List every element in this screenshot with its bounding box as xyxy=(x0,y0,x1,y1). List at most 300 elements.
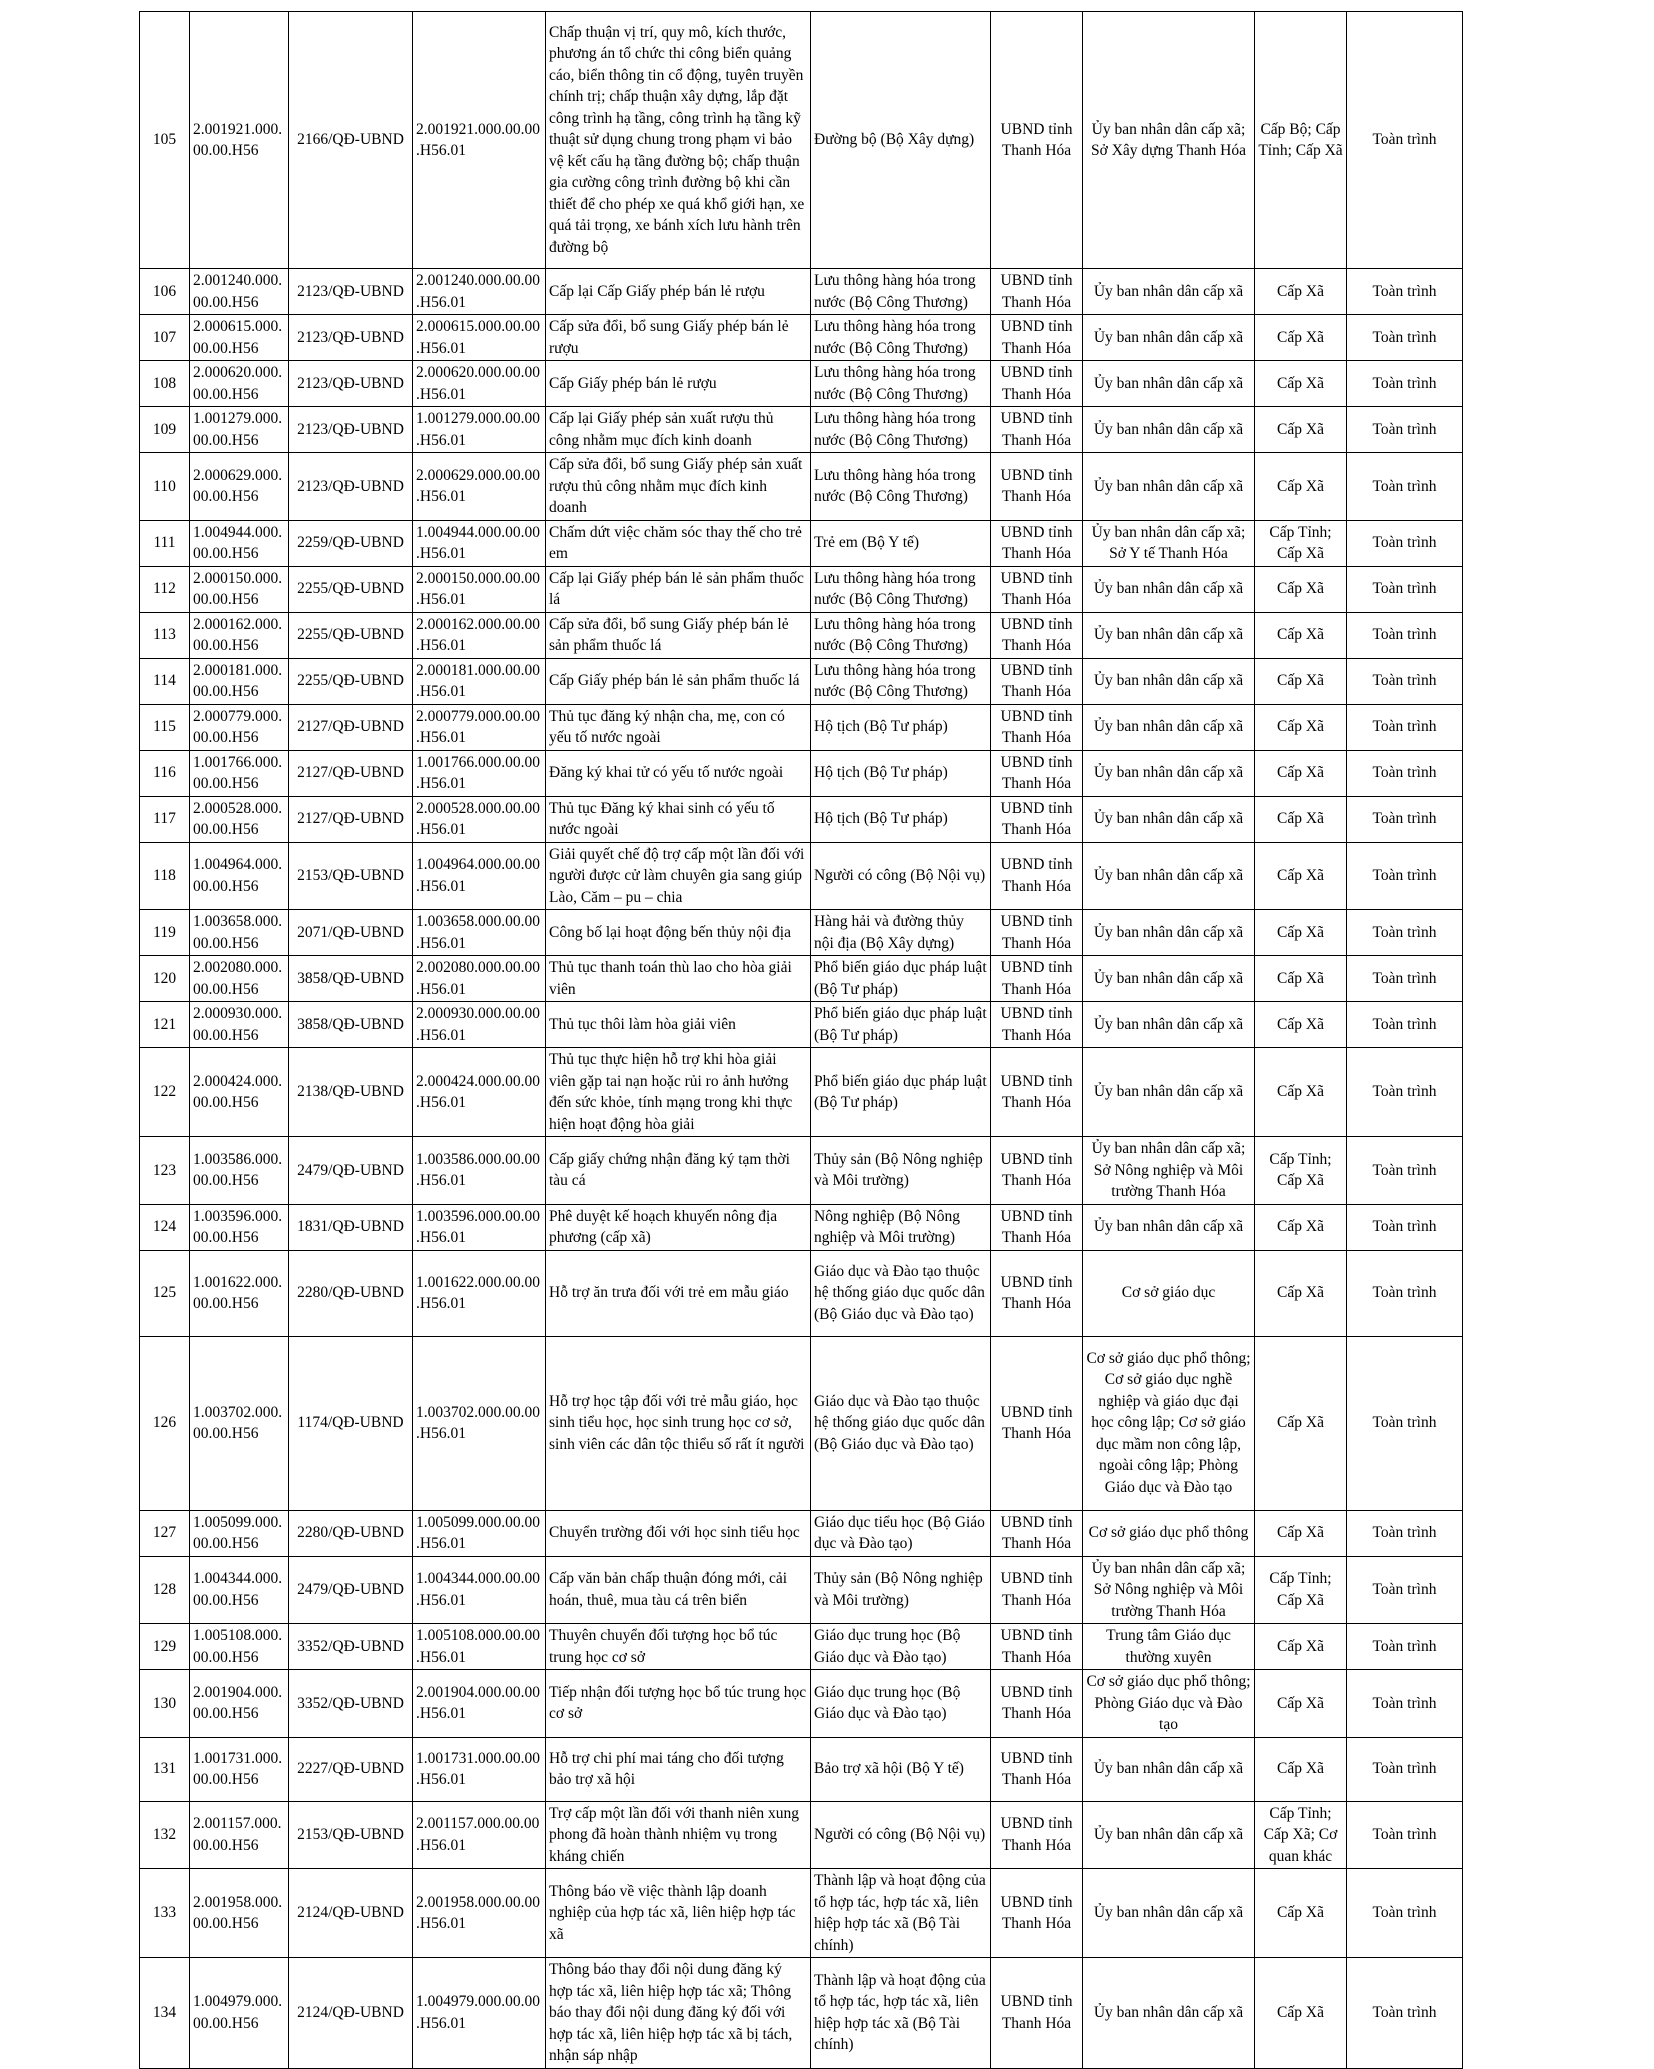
competent-authority-cell: UBND tỉnh Thanh Hóa xyxy=(991,842,1083,910)
competent-authority-cell: UBND tỉnh Thanh Hóa xyxy=(991,1204,1083,1250)
procedure-subcode-cell: 1.004344.000.00.00.H56.01 xyxy=(413,1556,546,1624)
table-row xyxy=(140,1250,1463,1336)
procedure-name-cell: Cấp lại Giấy phép sản xuất rượu thủ công nhằm mục đích kinh doanh xyxy=(546,407,811,453)
procedure-name-cell: Chấm dứt việc chăm sóc thay thế cho trẻ em xyxy=(546,520,811,566)
implementation-level-cell: Cấp Xã xyxy=(1255,956,1347,1002)
implementing-agency-cell: Cơ sở giáo dục xyxy=(1083,1250,1255,1336)
decision-number-cell: 2123/QĐ-UBND xyxy=(289,361,413,407)
procedure-field-cell: Lưu thông hàng hóa trong nước (Bộ Công Thương) xyxy=(811,361,991,407)
procedure-name-cell: Tiếp nhận đối tượng học bổ túc trung học cơ sở xyxy=(546,1670,811,1738)
procedure-name-cell: Hỗ trợ học tập đối với trẻ mẫu giáo, học sinh tiểu học, học sinh trung học cơ sở, sinh viên các dân tộc thiểu số rất ít người xyxy=(546,1336,811,1510)
procedure-subcode-cell: 2.002080.000.00.00.H56.01 xyxy=(413,956,546,1002)
procedure-code-cell: 1.003586.000.00.00.H56 xyxy=(190,1137,289,1205)
competent-authority-cell: UBND tỉnh Thanh Hóa xyxy=(991,796,1083,842)
procedure-code-cell: 2.000629.000.00.00.H56 xyxy=(190,453,289,521)
decision-number-cell: 2127/QĐ-UBND xyxy=(289,750,413,796)
competent-authority-cell: UBND tỉnh Thanh Hóa xyxy=(991,910,1083,956)
procedure-code-cell: 2.001157.000.00.00.H56 xyxy=(190,1801,289,1869)
decision-number-cell: 3858/QĐ-UBND xyxy=(289,1002,413,1048)
table-row xyxy=(140,1958,1463,2069)
procedure-field-cell: Giáo dục tiểu học (Bộ Giáo dục và Đào tạo) xyxy=(811,1510,991,1556)
implementing-agency-cell: Ủy ban nhân dân cấp xã xyxy=(1083,704,1255,750)
table-row xyxy=(140,704,1463,750)
procedure-subcode-cell: 2.000620.000.00.00.H56.01 xyxy=(413,361,546,407)
service-mode-cell: Toàn trình xyxy=(1347,956,1463,1002)
procedure-table xyxy=(139,11,1463,2069)
implementation-level-cell: Cấp Xã xyxy=(1255,750,1347,796)
procedure-subcode-cell: 2.001904.000.00.00.H56.01 xyxy=(413,1670,546,1738)
decision-number-cell: 2227/QĐ-UBND xyxy=(289,1737,413,1801)
implementation-level-cell: Cấp Xã xyxy=(1255,566,1347,612)
implementing-agency-cell: Ủy ban nhân dân cấp xã xyxy=(1083,269,1255,315)
row-number-cell: 118 xyxy=(140,842,190,910)
table-row xyxy=(140,1624,1463,1670)
decision-number-cell: 2127/QĐ-UBND xyxy=(289,704,413,750)
procedure-name-cell: Thủ tục đăng ký nhận cha, mẹ, con có yếu tố nước ngoài xyxy=(546,704,811,750)
procedure-code-cell: 1.003702.000.00.00.H56 xyxy=(190,1336,289,1510)
competent-authority-cell: UBND tỉnh Thanh Hóa xyxy=(991,956,1083,1002)
procedure-subcode-cell: 2.001240.000.00.00.H56.01 xyxy=(413,269,546,315)
implementation-level-cell: Cấp Xã xyxy=(1255,1048,1347,1137)
service-mode-cell: Toàn trình xyxy=(1347,1510,1463,1556)
implementing-agency-cell: Ủy ban nhân dân cấp xã xyxy=(1083,566,1255,612)
procedure-code-cell: 2.000150.000.00.00.H56 xyxy=(190,566,289,612)
procedure-code-cell: 1.004944.000.00.00.H56 xyxy=(190,520,289,566)
decision-number-cell: 2166/QĐ-UBND xyxy=(289,12,413,269)
table-row xyxy=(140,612,1463,658)
table-row xyxy=(140,566,1463,612)
procedure-name-cell: Thông báo về việc thành lập doanh nghiệp của hợp tác xã, liên hiệp hợp tác xã xyxy=(546,1869,811,1958)
table-row xyxy=(140,1801,1463,1869)
procedure-subcode-cell: 1.004979.000.00.00.H56.01 xyxy=(413,1958,546,2069)
competent-authority-cell: UBND tỉnh Thanh Hóa xyxy=(991,1624,1083,1670)
competent-authority-cell: UBND tỉnh Thanh Hóa xyxy=(991,1737,1083,1801)
row-number-cell: 106 xyxy=(140,269,190,315)
row-number-cell: 119 xyxy=(140,910,190,956)
competent-authority-cell: UBND tỉnh Thanh Hóa xyxy=(991,704,1083,750)
procedure-name-cell: Cấp Giấy phép bán lẻ sản phẩm thuốc lá xyxy=(546,658,811,704)
procedure-subcode-cell: 1.003658.000.00.00.H56.01 xyxy=(413,910,546,956)
procedure-name-cell: Cấp giấy chứng nhận đăng ký tạm thời tàu cá xyxy=(546,1137,811,1205)
implementing-agency-cell: Ủy ban nhân dân cấp xã xyxy=(1083,910,1255,956)
table-body xyxy=(140,12,1463,2069)
procedure-field-cell: Bảo trợ xã hội (Bộ Y tế) xyxy=(811,1737,991,1801)
row-number-cell: 127 xyxy=(140,1510,190,1556)
table-row xyxy=(140,1336,1463,1510)
decision-number-cell: 2280/QĐ-UBND xyxy=(289,1250,413,1336)
procedure-subcode-cell: 1.003596.000.00.00.H56.01 xyxy=(413,1204,546,1250)
row-number-cell: 114 xyxy=(140,658,190,704)
implementation-level-cell: Cấp Tỉnh; Cấp Xã; Cơ quan khác xyxy=(1255,1801,1347,1869)
procedure-name-cell: Cấp lại Cấp Giấy phép bán lẻ rượu xyxy=(546,269,811,315)
row-number-cell: 117 xyxy=(140,796,190,842)
procedure-field-cell: Lưu thông hàng hóa trong nước (Bộ Công Thương) xyxy=(811,566,991,612)
implementing-agency-cell: Ủy ban nhân dân cấp xã xyxy=(1083,1737,1255,1801)
service-mode-cell: Toàn trình xyxy=(1347,12,1463,269)
row-number-cell: 108 xyxy=(140,361,190,407)
procedure-code-cell: 2.001904.000.00.00.H56 xyxy=(190,1670,289,1738)
procedure-field-cell: Phổ biến giáo dục pháp luật (Bộ Tư pháp) xyxy=(811,1048,991,1137)
row-number-cell: 124 xyxy=(140,1204,190,1250)
service-mode-cell: Toàn trình xyxy=(1347,1670,1463,1738)
implementation-level-cell: Cấp Xã xyxy=(1255,407,1347,453)
implementing-agency-cell: Cơ sở giáo dục phổ thông; Phòng Giáo dục và Đào tạo xyxy=(1083,1670,1255,1738)
procedure-field-cell: Lưu thông hàng hóa trong nước (Bộ Công Thương) xyxy=(811,658,991,704)
implementing-agency-cell: Ủy ban nhân dân cấp xã xyxy=(1083,842,1255,910)
procedure-subcode-cell: 2.000162.000.00.00.H56.01 xyxy=(413,612,546,658)
procedure-name-cell: Cấp sửa đổi, bổ sung Giấy phép sản xuất rượu thủ công nhằm mục đích kinh doanh xyxy=(546,453,811,521)
service-mode-cell: Toàn trình xyxy=(1347,704,1463,750)
row-number-cell: 121 xyxy=(140,1002,190,1048)
procedure-name-cell: Giải quyết chế độ trợ cấp một lần đối với người được cử làm chuyên gia sang giúp Lào, Căm – pu – chia xyxy=(546,842,811,910)
implementation-level-cell: Cấp Tỉnh; Cấp Xã xyxy=(1255,1137,1347,1205)
procedure-name-cell: Công bố lại hoạt động bến thủy nội địa xyxy=(546,910,811,956)
procedure-code-cell: 1.004979.000.00.00.H56 xyxy=(190,1958,289,2069)
procedure-subcode-cell: 2.000615.000.00.00.H56.01 xyxy=(413,315,546,361)
procedure-field-cell: Phổ biến giáo dục pháp luật (Bộ Tư pháp) xyxy=(811,956,991,1002)
implementing-agency-cell: Ủy ban nhân dân cấp xã xyxy=(1083,612,1255,658)
procedure-code-cell: 2.001921.000.00.00.H56 xyxy=(190,12,289,269)
procedure-subcode-cell: 2.000181.000.00.00.H56.01 xyxy=(413,658,546,704)
procedure-code-cell: 2.000930.000.00.00.H56 xyxy=(190,1002,289,1048)
competent-authority-cell: UBND tỉnh Thanh Hóa xyxy=(991,1869,1083,1958)
competent-authority-cell: UBND tỉnh Thanh Hóa xyxy=(991,612,1083,658)
procedure-field-cell: Giáo dục và Đào tạo thuộc hệ thống giáo dục quốc dân (Bộ Giáo dục và Đào tạo) xyxy=(811,1336,991,1510)
competent-authority-cell: UBND tỉnh Thanh Hóa xyxy=(991,1801,1083,1869)
row-number-cell: 116 xyxy=(140,750,190,796)
decision-number-cell: 2259/QĐ-UBND xyxy=(289,520,413,566)
procedure-code-cell: 2.000615.000.00.00.H56 xyxy=(190,315,289,361)
procedure-code-cell: 2.000620.000.00.00.H56 xyxy=(190,361,289,407)
implementation-level-cell: Cấp Xã xyxy=(1255,361,1347,407)
procedure-field-cell: Người có công (Bộ Nội vụ) xyxy=(811,842,991,910)
decision-number-cell: 3352/QĐ-UBND xyxy=(289,1624,413,1670)
decision-number-cell: 2071/QĐ-UBND xyxy=(289,910,413,956)
decision-number-cell: 2123/QĐ-UBND xyxy=(289,407,413,453)
decision-number-cell: 2123/QĐ-UBND xyxy=(289,453,413,521)
implementing-agency-cell: Ủy ban nhân dân cấp xã xyxy=(1083,1204,1255,1250)
table-row xyxy=(140,956,1463,1002)
procedure-code-cell: 1.005099.000.00.00.H56 xyxy=(190,1510,289,1556)
service-mode-cell: Toàn trình xyxy=(1347,842,1463,910)
row-number-cell: 133 xyxy=(140,1869,190,1958)
competent-authority-cell: UBND tỉnh Thanh Hóa xyxy=(991,453,1083,521)
table-row xyxy=(140,1670,1463,1738)
row-number-cell: 112 xyxy=(140,566,190,612)
row-number-cell: 129 xyxy=(140,1624,190,1670)
decision-number-cell: 2255/QĐ-UBND xyxy=(289,612,413,658)
competent-authority-cell: UBND tỉnh Thanh Hóa xyxy=(991,269,1083,315)
implementing-agency-cell: Ủy ban nhân dân cấp xã xyxy=(1083,1801,1255,1869)
procedure-subcode-cell: 1.004964.000.00.00.H56.01 xyxy=(413,842,546,910)
decision-number-cell: 2153/QĐ-UBND xyxy=(289,842,413,910)
service-mode-cell: Toàn trình xyxy=(1347,1336,1463,1510)
table-row xyxy=(140,1737,1463,1801)
row-number-cell: 109 xyxy=(140,407,190,453)
procedure-name-cell: Thủ tục thực hiện hỗ trợ khi hòa giải viên gặp tai nạn hoặc rủi ro ảnh hưởng đến sức khỏe, tính mạng trong khi thực hiện hoạt động hòa giải xyxy=(546,1048,811,1137)
service-mode-cell: Toàn trình xyxy=(1347,361,1463,407)
row-number-cell: 122 xyxy=(140,1048,190,1137)
table-row xyxy=(140,407,1463,453)
procedure-name-cell: Thủ tục thanh toán thù lao cho hòa giải viên xyxy=(546,956,811,1002)
competent-authority-cell: UBND tỉnh Thanh Hóa xyxy=(991,1336,1083,1510)
procedure-field-cell: Hàng hải và đường thủy nội địa (Bộ Xây dựng) xyxy=(811,910,991,956)
service-mode-cell: Toàn trình xyxy=(1347,1624,1463,1670)
procedure-subcode-cell: 1.001766.000.00.00.H56.01 xyxy=(413,750,546,796)
implementation-level-cell: Cấp Xã xyxy=(1255,269,1347,315)
service-mode-cell: Toàn trình xyxy=(1347,453,1463,521)
implementation-level-cell: Cấp Xã xyxy=(1255,796,1347,842)
procedure-field-cell: Lưu thông hàng hóa trong nước (Bộ Công Thương) xyxy=(811,269,991,315)
procedure-name-cell: Thông báo thay đổi nội dung đăng ký hợp tác xã, liên hiệp hợp tác xã; Thông báo thay đổi nội dung đăng ký đối với hợp tác xã, liên hiệp hợp tác xã bị tách, nhận sáp nhập xyxy=(546,1958,811,2069)
procedure-field-cell: Nông nghiệp (Bộ Nông nghiệp và Môi trường) xyxy=(811,1204,991,1250)
implementation-level-cell: Cấp Xã xyxy=(1255,1510,1347,1556)
service-mode-cell: Toàn trình xyxy=(1347,1958,1463,2069)
table-row xyxy=(140,750,1463,796)
implementation-level-cell: Cấp Xã xyxy=(1255,1336,1347,1510)
procedure-subcode-cell: 2.000629.000.00.00.H56.01 xyxy=(413,453,546,521)
table-row xyxy=(140,1510,1463,1556)
procedure-subcode-cell: 2.000424.000.00.00.H56.01 xyxy=(413,1048,546,1137)
procedure-subcode-cell: 2.000779.000.00.00.H56.01 xyxy=(413,704,546,750)
procedure-code-cell: 1.004344.000.00.00.H56 xyxy=(190,1556,289,1624)
service-mode-cell: Toàn trình xyxy=(1347,1869,1463,1958)
procedure-code-cell: 2.000424.000.00.00.H56 xyxy=(190,1048,289,1137)
procedure-code-cell: 1.005108.000.00.00.H56 xyxy=(190,1624,289,1670)
procedure-field-cell: Thành lập và hoạt động của tổ hợp tác, hợp tác xã, liên hiệp hợp tác xã (Bộ Tài chính) xyxy=(811,1869,991,1958)
procedure-field-cell: Hộ tịch (Bộ Tư pháp) xyxy=(811,704,991,750)
decision-number-cell: 2127/QĐ-UBND xyxy=(289,796,413,842)
procedure-subcode-cell: 1.005108.000.00.00.H56.01 xyxy=(413,1624,546,1670)
procedure-name-cell: Cấp sửa đổi, bổ sung Giấy phép bán lẻ rượu xyxy=(546,315,811,361)
procedure-name-cell: Đăng ký khai tử có yếu tố nước ngoài xyxy=(546,750,811,796)
row-number-cell: 123 xyxy=(140,1137,190,1205)
service-mode-cell: Toàn trình xyxy=(1347,1002,1463,1048)
implementation-level-cell: Cấp Xã xyxy=(1255,658,1347,704)
table-row xyxy=(140,796,1463,842)
implementing-agency-cell: Ủy ban nhân dân cấp xã xyxy=(1083,658,1255,704)
decision-number-cell: 2255/QĐ-UBND xyxy=(289,566,413,612)
implementation-level-cell: Cấp Xã xyxy=(1255,315,1347,361)
service-mode-cell: Toàn trình xyxy=(1347,658,1463,704)
procedure-name-cell: Chấp thuận vị trí, quy mô, kích thước, phương án tổ chức thi công biển quảng cáo, biển thông tin cổ động, tuyên truyền chính trị; chấp thuận xây dựng, lắp đặt công trình hạ tầng, công trình hạ tầng kỹ thuật sử dụng chung trong phạm vi bảo vệ kết cấu hạ tầng đường bộ; chấp thuận gia cường công trình đường bộ khi cần thiết để cho phép xe quá khổ giới hạn, xe quá tải trọng, xe bánh xích lưu hành trên đường bộ xyxy=(546,12,811,269)
competent-authority-cell: UBND tỉnh Thanh Hóa xyxy=(991,407,1083,453)
procedure-name-cell: Cấp lại Giấy phép bán lẻ sản phẩm thuốc lá xyxy=(546,566,811,612)
procedure-subcode-cell: 2.000930.000.00.00.H56.01 xyxy=(413,1002,546,1048)
service-mode-cell: Toàn trình xyxy=(1347,796,1463,842)
service-mode-cell: Toàn trình xyxy=(1347,1137,1463,1205)
competent-authority-cell: UBND tỉnh Thanh Hóa xyxy=(991,750,1083,796)
implementation-level-cell: Cấp Xã xyxy=(1255,1204,1347,1250)
procedure-field-cell: Hộ tịch (Bộ Tư pháp) xyxy=(811,750,991,796)
procedure-table-page xyxy=(139,11,1463,2069)
row-number-cell: 132 xyxy=(140,1801,190,1869)
procedure-field-cell: Thủy sản (Bộ Nông nghiệp và Môi trường) xyxy=(811,1137,991,1205)
row-number-cell: 125 xyxy=(140,1250,190,1336)
procedure-code-cell: 2.000779.000.00.00.H56 xyxy=(190,704,289,750)
row-number-cell: 115 xyxy=(140,704,190,750)
table-row xyxy=(140,1002,1463,1048)
table-row xyxy=(140,658,1463,704)
procedure-code-cell: 2.000162.000.00.00.H56 xyxy=(190,612,289,658)
procedure-code-cell: 1.003658.000.00.00.H56 xyxy=(190,910,289,956)
procedure-code-cell: 2.000528.000.00.00.H56 xyxy=(190,796,289,842)
procedure-code-cell: 1.001279.000.00.00.H56 xyxy=(190,407,289,453)
competent-authority-cell: UBND tỉnh Thanh Hóa xyxy=(991,1250,1083,1336)
procedure-subcode-cell: 1.003586.000.00.00.H56.01 xyxy=(413,1137,546,1205)
implementing-agency-cell: Ủy ban nhân dân cấp xã xyxy=(1083,453,1255,521)
table-row xyxy=(140,1869,1463,1958)
procedure-field-cell: Đường bộ (Bộ Xây dựng) xyxy=(811,12,991,269)
procedure-field-cell: Lưu thông hàng hóa trong nước (Bộ Công Thương) xyxy=(811,315,991,361)
implementation-level-cell: Cấp Xã xyxy=(1255,910,1347,956)
procedure-name-cell: Trợ cấp một lần đối với thanh niên xung phong đã hoàn thành nhiệm vụ trong kháng chiến xyxy=(546,1801,811,1869)
procedure-field-cell: Trẻ em (Bộ Y tế) xyxy=(811,520,991,566)
procedure-name-cell: Thủ tục Đăng ký khai sinh có yếu tố nước ngoài xyxy=(546,796,811,842)
decision-number-cell: 1174/QĐ-UBND xyxy=(289,1336,413,1510)
decision-number-cell: 2479/QĐ-UBND xyxy=(289,1137,413,1205)
decision-number-cell: 2138/QĐ-UBND xyxy=(289,1048,413,1137)
decision-number-cell: 3352/QĐ-UBND xyxy=(289,1670,413,1738)
table-row xyxy=(140,910,1463,956)
implementing-agency-cell: Trung tâm Giáo dục thường xuyên xyxy=(1083,1624,1255,1670)
procedure-code-cell: 2.002080.000.00.00.H56 xyxy=(190,956,289,1002)
procedure-code-cell: 1.003596.000.00.00.H56 xyxy=(190,1204,289,1250)
procedure-field-cell: Lưu thông hàng hóa trong nước (Bộ Công Thương) xyxy=(811,612,991,658)
procedure-field-cell: Lưu thông hàng hóa trong nước (Bộ Công Thương) xyxy=(811,407,991,453)
implementing-agency-cell: Ủy ban nhân dân cấp xã xyxy=(1083,1048,1255,1137)
procedure-subcode-cell: 2.000150.000.00.00.H56.01 xyxy=(413,566,546,612)
procedure-code-cell: 2.001958.000.00.00.H56 xyxy=(190,1869,289,1958)
row-number-cell: 131 xyxy=(140,1737,190,1801)
implementing-agency-cell: Cơ sở giáo dục phổ thông; Cơ sở giáo dục nghề nghiệp và giáo dục đại học công lập; Cơ sở giáo dục mầm non công lập, ngoài công lập; Phòng Giáo dục và Đào tạo xyxy=(1083,1336,1255,1510)
implementing-agency-cell: Ủy ban nhân dân cấp xã; Sở Xây dựng Thanh Hóa xyxy=(1083,12,1255,269)
procedure-field-cell: Người có công (Bộ Nội vụ) xyxy=(811,1801,991,1869)
procedure-code-cell: 1.001731.000.00.00.H56 xyxy=(190,1737,289,1801)
row-number-cell: 113 xyxy=(140,612,190,658)
row-number-cell: 134 xyxy=(140,1958,190,2069)
competent-authority-cell: UBND tỉnh Thanh Hóa xyxy=(991,1670,1083,1738)
service-mode-cell: Toàn trình xyxy=(1347,1250,1463,1336)
implementation-level-cell: Cấp Xã xyxy=(1255,1670,1347,1738)
implementation-level-cell: Cấp Xã xyxy=(1255,1737,1347,1801)
procedure-field-cell: Thành lập và hoạt động của tổ hợp tác, hợp tác xã, liên hiệp hợp tác xã (Bộ Tài chính) xyxy=(811,1958,991,2069)
service-mode-cell: Toàn trình xyxy=(1347,1801,1463,1869)
procedure-subcode-cell: 1.005099.000.00.00.H56.01 xyxy=(413,1510,546,1556)
competent-authority-cell: UBND tỉnh Thanh Hóa xyxy=(991,361,1083,407)
procedure-subcode-cell: 1.004944.000.00.00.H56.01 xyxy=(413,520,546,566)
procedure-name-cell: Chuyển trường đối với học sinh tiểu học xyxy=(546,1510,811,1556)
row-number-cell: 110 xyxy=(140,453,190,521)
procedure-field-cell: Lưu thông hàng hóa trong nước (Bộ Công Thương) xyxy=(811,453,991,521)
service-mode-cell: Toàn trình xyxy=(1347,1737,1463,1801)
table-row xyxy=(140,269,1463,315)
procedure-code-cell: 1.001622.000.00.00.H56 xyxy=(190,1250,289,1336)
procedure-code-cell: 2.001240.000.00.00.H56 xyxy=(190,269,289,315)
table-row xyxy=(140,1048,1463,1137)
competent-authority-cell: UBND tỉnh Thanh Hóa xyxy=(991,1958,1083,2069)
decision-number-cell: 2479/QĐ-UBND xyxy=(289,1556,413,1624)
competent-authority-cell: UBND tỉnh Thanh Hóa xyxy=(991,1137,1083,1205)
procedure-subcode-cell: 2.001921.000.00.00.H56.01 xyxy=(413,12,546,269)
service-mode-cell: Toàn trình xyxy=(1347,612,1463,658)
service-mode-cell: Toàn trình xyxy=(1347,750,1463,796)
procedure-name-cell: Thủ tục thôi làm hòa giải viên xyxy=(546,1002,811,1048)
row-number-cell: 105 xyxy=(140,12,190,269)
implementation-level-cell: Cấp Xã xyxy=(1255,1250,1347,1336)
procedure-code-cell: 1.004964.000.00.00.H56 xyxy=(190,842,289,910)
service-mode-cell: Toàn trình xyxy=(1347,910,1463,956)
implementation-level-cell: Cấp Xã xyxy=(1255,453,1347,521)
implementation-level-cell: Cấp Xã xyxy=(1255,612,1347,658)
service-mode-cell: Toàn trình xyxy=(1347,1204,1463,1250)
procedure-subcode-cell: 1.001279.000.00.00.H56.01 xyxy=(413,407,546,453)
row-number-cell: 111 xyxy=(140,520,190,566)
table-row xyxy=(140,1556,1463,1624)
implementing-agency-cell: Ủy ban nhân dân cấp xã xyxy=(1083,796,1255,842)
procedure-subcode-cell: 1.001731.000.00.00.H56.01 xyxy=(413,1737,546,1801)
procedure-name-cell: Phê duyệt kế hoạch khuyến nông địa phương (cấp xã) xyxy=(546,1204,811,1250)
procedure-subcode-cell: 1.001622.000.00.00.H56.01 xyxy=(413,1250,546,1336)
implementation-level-cell: Cấp Xã xyxy=(1255,1002,1347,1048)
implementation-level-cell: Cấp Xã xyxy=(1255,842,1347,910)
table-row xyxy=(140,12,1463,269)
row-number-cell: 107 xyxy=(140,315,190,361)
decision-number-cell: 2123/QĐ-UBND xyxy=(289,315,413,361)
procedure-name-cell: Hỗ trợ chi phí mai táng cho đối tượng bảo trợ xã hội xyxy=(546,1737,811,1801)
procedure-field-cell: Phổ biến giáo dục pháp luật (Bộ Tư pháp) xyxy=(811,1002,991,1048)
implementing-agency-cell: Ủy ban nhân dân cấp xã xyxy=(1083,315,1255,361)
decision-number-cell: 2123/QĐ-UBND xyxy=(289,269,413,315)
service-mode-cell: Toàn trình xyxy=(1347,315,1463,361)
service-mode-cell: Toàn trình xyxy=(1347,566,1463,612)
decision-number-cell: 2255/QĐ-UBND xyxy=(289,658,413,704)
table-row xyxy=(140,361,1463,407)
competent-authority-cell: UBND tỉnh Thanh Hóa xyxy=(991,315,1083,361)
implementation-level-cell: Cấp Xã xyxy=(1255,1869,1347,1958)
service-mode-cell: Toàn trình xyxy=(1347,520,1463,566)
procedure-code-cell: 1.001766.000.00.00.H56 xyxy=(190,750,289,796)
competent-authority-cell: UBND tỉnh Thanh Hóa xyxy=(991,12,1083,269)
table-row xyxy=(140,315,1463,361)
competent-authority-cell: UBND tỉnh Thanh Hóa xyxy=(991,1510,1083,1556)
decision-number-cell: 1831/QĐ-UBND xyxy=(289,1204,413,1250)
procedure-subcode-cell: 1.003702.000.00.00.H56.01 xyxy=(413,1336,546,1510)
competent-authority-cell: UBND tỉnh Thanh Hóa xyxy=(991,658,1083,704)
procedure-field-cell: Giáo dục trung học (Bộ Giáo dục và Đào tạo) xyxy=(811,1624,991,1670)
table-row xyxy=(140,842,1463,910)
procedure-name-cell: Cấp văn bản chấp thuận đóng mới, cải hoán, thuê, mua tàu cá trên biển xyxy=(546,1556,811,1624)
implementation-level-cell: Cấp Xã xyxy=(1255,1624,1347,1670)
procedure-subcode-cell: 2.001958.000.00.00.H56.01 xyxy=(413,1869,546,1958)
implementation-level-cell: Cấp Xã xyxy=(1255,1958,1347,2069)
implementing-agency-cell: Ủy ban nhân dân cấp xã xyxy=(1083,1002,1255,1048)
implementing-agency-cell: Ủy ban nhân dân cấp xã xyxy=(1083,956,1255,1002)
decision-number-cell: 2153/QĐ-UBND xyxy=(289,1801,413,1869)
service-mode-cell: Toàn trình xyxy=(1347,1048,1463,1137)
procedure-name-cell: Cấp sửa đổi, bổ sung Giấy phép bán lẻ sản phẩm thuốc lá xyxy=(546,612,811,658)
competent-authority-cell: UBND tỉnh Thanh Hóa xyxy=(991,1002,1083,1048)
implementing-agency-cell: Ủy ban nhân dân cấp xã; Sở Y tế Thanh Hóa xyxy=(1083,520,1255,566)
table-row xyxy=(140,520,1463,566)
table-row xyxy=(140,1137,1463,1205)
table-row xyxy=(140,1204,1463,1250)
procedure-field-cell: Giáo dục trung học (Bộ Giáo dục và Đào tạo) xyxy=(811,1670,991,1738)
competent-authority-cell: UBND tỉnh Thanh Hóa xyxy=(991,566,1083,612)
implementing-agency-cell: Ủy ban nhân dân cấp xã xyxy=(1083,1958,1255,2069)
implementing-agency-cell: Ủy ban nhân dân cấp xã; Sở Nông nghiệp và Môi trường Thanh Hóa xyxy=(1083,1137,1255,1205)
implementing-agency-cell: Ủy ban nhân dân cấp xã; Sở Nông nghiệp và Môi trường Thanh Hóa xyxy=(1083,1556,1255,1624)
